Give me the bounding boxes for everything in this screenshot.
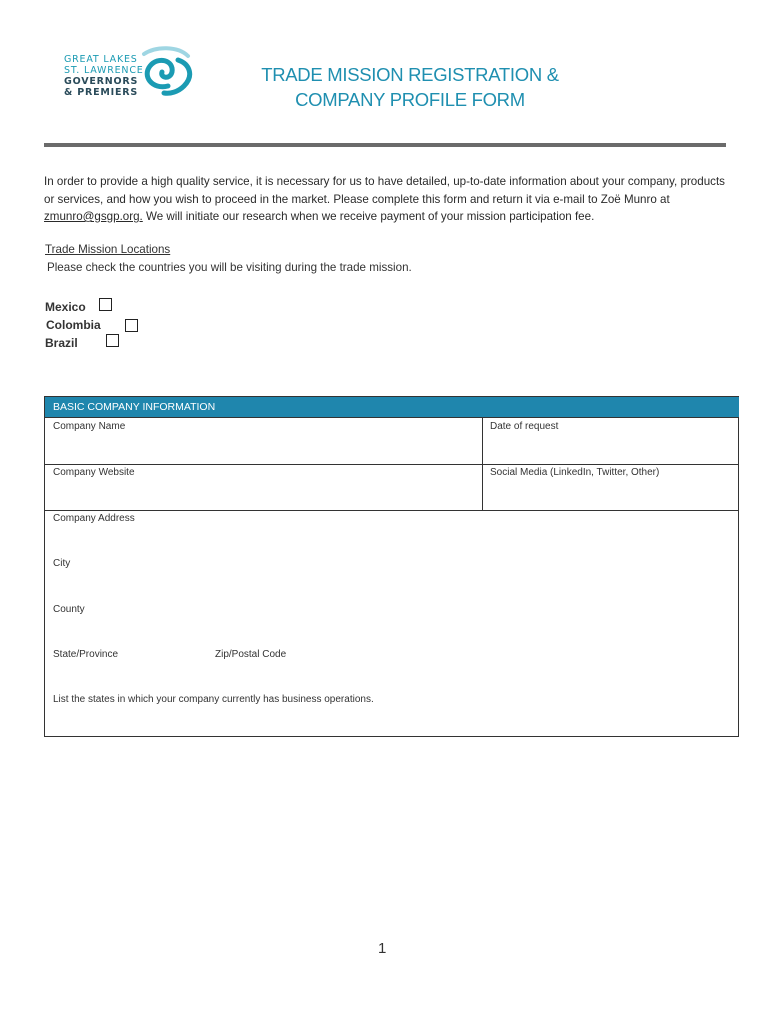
company-website-field[interactable]: Company Website (53, 467, 135, 478)
form-divider (45, 510, 739, 511)
intro-text-2: We will initiate our research when we receive payment of your mission participation fee. (142, 210, 595, 223)
states-operations-field[interactable]: List the states in which your company currently has business operations. (53, 694, 374, 705)
country-label-brazil: Brazil (45, 336, 78, 350)
logo-line-3: GOVERNORS (64, 76, 139, 87)
form-divider (45, 464, 739, 465)
checkbox-brazil[interactable] (106, 334, 119, 347)
intro-paragraph (44, 173, 734, 226)
swirl-logo-icon (138, 46, 200, 96)
header-divider (44, 143, 726, 147)
title-line-1: TRADE MISSION REGISTRATION & (261, 64, 559, 85)
checkbox-mexico[interactable] (99, 298, 112, 311)
page-title (230, 62, 590, 112)
zip-postal-field[interactable]: Zip/Postal Code (215, 649, 287, 660)
date-of-request-field[interactable]: Date of request (490, 421, 559, 432)
intro-text-1: In order to provide a high quality service, it is necessary for us to have detailed, up-to-date information about your company, products or services, and how you wish to proceed in the market. Please complete this form and return it via e-mail to Zoë Munro at (44, 175, 725, 206)
checkbox-colombia[interactable] (125, 319, 138, 332)
country-label-colombia: Colombia (46, 318, 101, 332)
social-media-field[interactable]: Social Media (LinkedIn, Twitter, Other) (490, 467, 660, 478)
company-name-field[interactable]: Company Name (53, 421, 126, 432)
logo-line-4: & PREMIERS (64, 87, 138, 98)
logo-wordmark (64, 54, 144, 98)
state-province-field[interactable]: State/Province (53, 649, 119, 660)
logo-line-1: GREAT LAKES (64, 54, 138, 65)
company-info-form (44, 396, 739, 737)
page-number: 1 (378, 940, 387, 957)
county-field[interactable]: County (53, 604, 85, 615)
company-address-field[interactable]: Company Address (53, 513, 135, 524)
logo-line-2: ST. LAWRENCE (64, 65, 144, 76)
form-divider (45, 417, 739, 418)
city-field[interactable]: City (53, 558, 71, 569)
form-section-header: BASIC COMPANY INFORMATION (45, 397, 739, 417)
title-line-2: COMPANY PROFILE FORM (295, 89, 525, 110)
locations-heading: Trade Mission Locations (45, 243, 171, 256)
contact-email-link[interactable]: zmunro@gsgp.org. (44, 210, 143, 223)
country-label-mexico: Mexico (45, 300, 86, 314)
locations-instruction: Please check the countries you will be visiting during the trade mission. (47, 261, 412, 274)
